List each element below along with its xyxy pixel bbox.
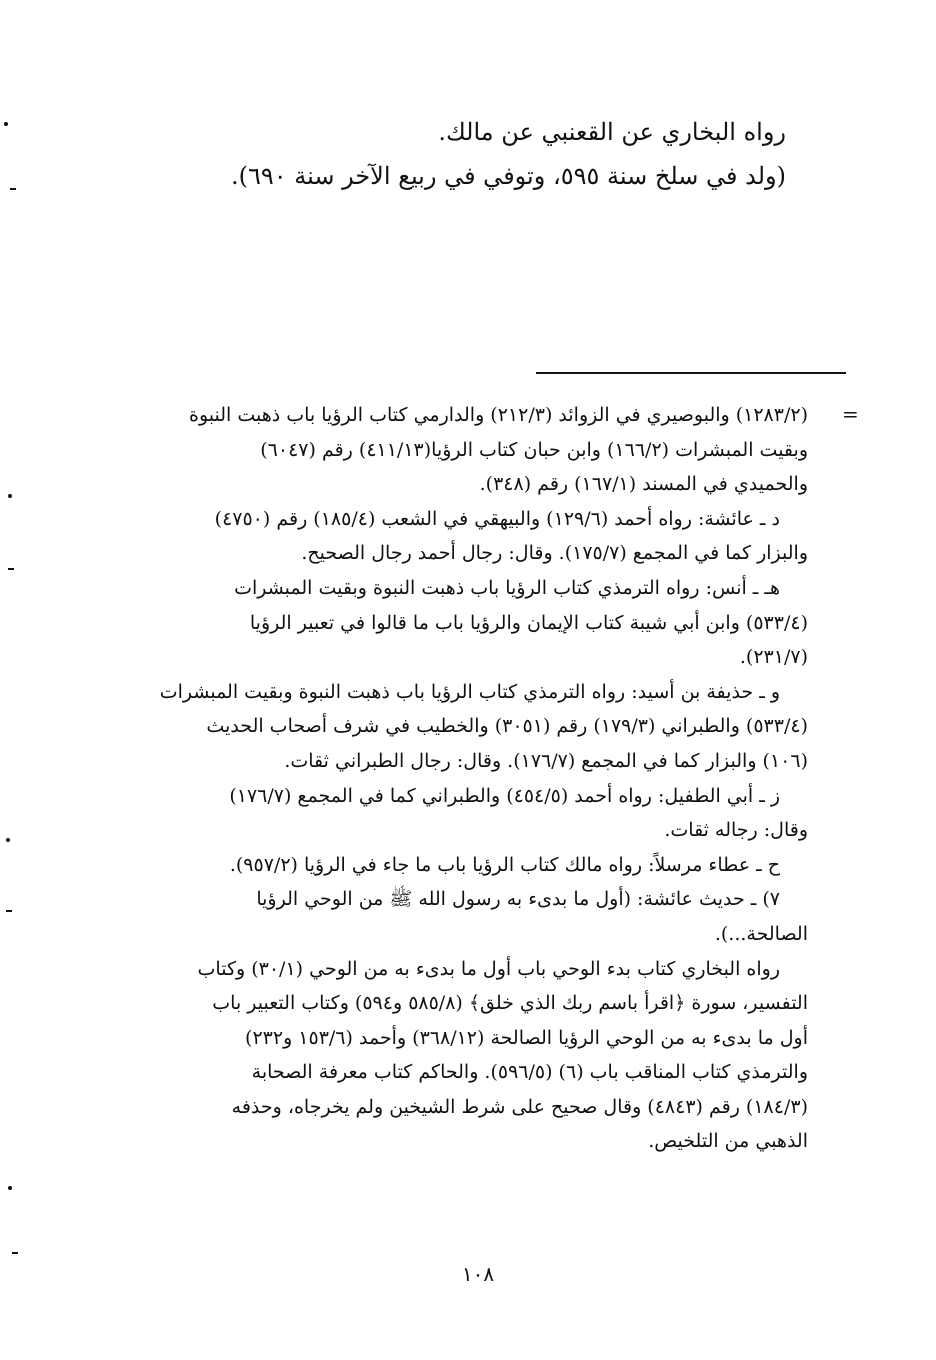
footnote-line: (٥٣٣/٤) والطبراني (١٧٩/٣) رقم (٣٠٥١) والخطيب في شرف أصحاب الحديث bbox=[206, 715, 808, 738]
footnote-line: ز ـ أبي الطفيل: رواه أحمد (٤٥٤/٥) والطبراني كما في المجمع (١٧٦/٧) bbox=[229, 784, 780, 807]
footnote-line: (٥٣٣/٤) وابن أبي شيبة كتاب الإيمان والرؤيا باب ما قالوا في تعبير الرؤيا bbox=[249, 611, 808, 634]
footnote-line: وقال: رجاله ثقات. bbox=[664, 819, 808, 842]
margin-dot bbox=[8, 494, 12, 498]
page-number: ١٠٨ bbox=[461, 1262, 495, 1286]
footnote-line: والترمذي كتاب المناقب باب (٦) (٥٩٦/٥). والحاكم كتاب معرفة الصحابة bbox=[251, 1061, 808, 1084]
footnote-line: والحميدي في المسند (١٦٧/١) رقم (٣٤٨). bbox=[479, 473, 808, 496]
footnote-line: (١٢٨٣/٢) والبوصيري في الزوائد (٢١٢/٣) والدارمي كتاب الرؤيا باب ذهبت النبوة bbox=[188, 404, 808, 426]
footnote-line: ح ـ عطاء مرسلاً: رواه مالك كتاب الرؤيا باب ما جاء في الرؤيا (٩٥٧/٢). bbox=[229, 853, 780, 876]
footnote-separator bbox=[536, 372, 846, 374]
margin-dash bbox=[12, 1252, 18, 1254]
footnote-line: (١٨٤/٣) رقم (٤٨٤٣) وقال صحيح على شرط الشيخين ولم يخرجاه، وحذفه bbox=[231, 1095, 808, 1118]
footnote-line: رواه البخاري كتاب بدء الوحي باب أول ما بدىء به من الوحي (٣٠/١) وكتاب bbox=[197, 957, 780, 980]
footnote-continuation-mark: = bbox=[842, 402, 859, 426]
footnote-line: وبقيت المبشرات (١٦٦/٢) وابن حبان كتاب الرؤيا(٤١١/١٣) رقم (٦٠٤٧) bbox=[260, 438, 808, 461]
footnotes bbox=[118, 398, 808, 1159]
footnote-line: والبزار كما في المجمع (١٧٥/٧). وقال: رجال أحمد رجال الصحيح. bbox=[301, 542, 808, 565]
footnote-line: و ـ حذيفة بن أسيد: رواه الترمذي كتاب الرؤيا باب ذهبت النبوة وبقيت المبشرات bbox=[159, 680, 780, 703]
margin-dash bbox=[10, 188, 16, 190]
footnote-line: (١٠٦) والبزار كما في المجمع (١٧٦/٧). وقال: رجال الطبراني ثقات. bbox=[284, 749, 808, 772]
footnote-line: الذهبي من التلخيص. bbox=[648, 1130, 808, 1153]
margin-dash bbox=[6, 910, 12, 912]
margin-dot bbox=[8, 1186, 12, 1190]
margin-dot bbox=[6, 838, 10, 842]
footnote-line: د ـ عائشة: رواه أحمد (١٢٩/٦) والبيهقي في الشعب (١٨٥/٤) رقم (٤٧٥٠) bbox=[214, 507, 780, 530]
footnote-line: الصالحة...). bbox=[714, 922, 808, 945]
main-text-line-2: (ولد في سلخ سنة ٥٩٥، وتوفي في ربيع الآخر سنة ٦٩٠). bbox=[230, 162, 786, 190]
footnote-line: (٢٣١/٧). bbox=[739, 646, 808, 669]
main-text-line-1: رواه البخاري عن القعنبي عن مالك. bbox=[438, 118, 786, 146]
footnote-line: هـ ـ أنس: رواه الترمذي كتاب الرؤيا باب ذهبت النبوة وبقيت المبشرات bbox=[234, 576, 780, 599]
footnote-line: أول ما بدىء به من الوحي الرؤيا الصالحة (٣٦٨/١٢) وأحمد (١٥٣/٦ و٢٣٢) bbox=[245, 1026, 808, 1049]
footnote-line: ٧) ـ حديث عائشة: (أول ما بدىء به رسول الله ﷺ من الوحي الرؤيا bbox=[256, 888, 780, 911]
footnote-line: التفسير، سورة ﴿اقرأ باسم ربك الذي خلق﴾ (٥٨٥/٨ و٥٩٤) وكتاب التعبير باب bbox=[212, 992, 808, 1015]
margin-dash bbox=[8, 568, 14, 570]
margin-dot bbox=[4, 122, 8, 126]
